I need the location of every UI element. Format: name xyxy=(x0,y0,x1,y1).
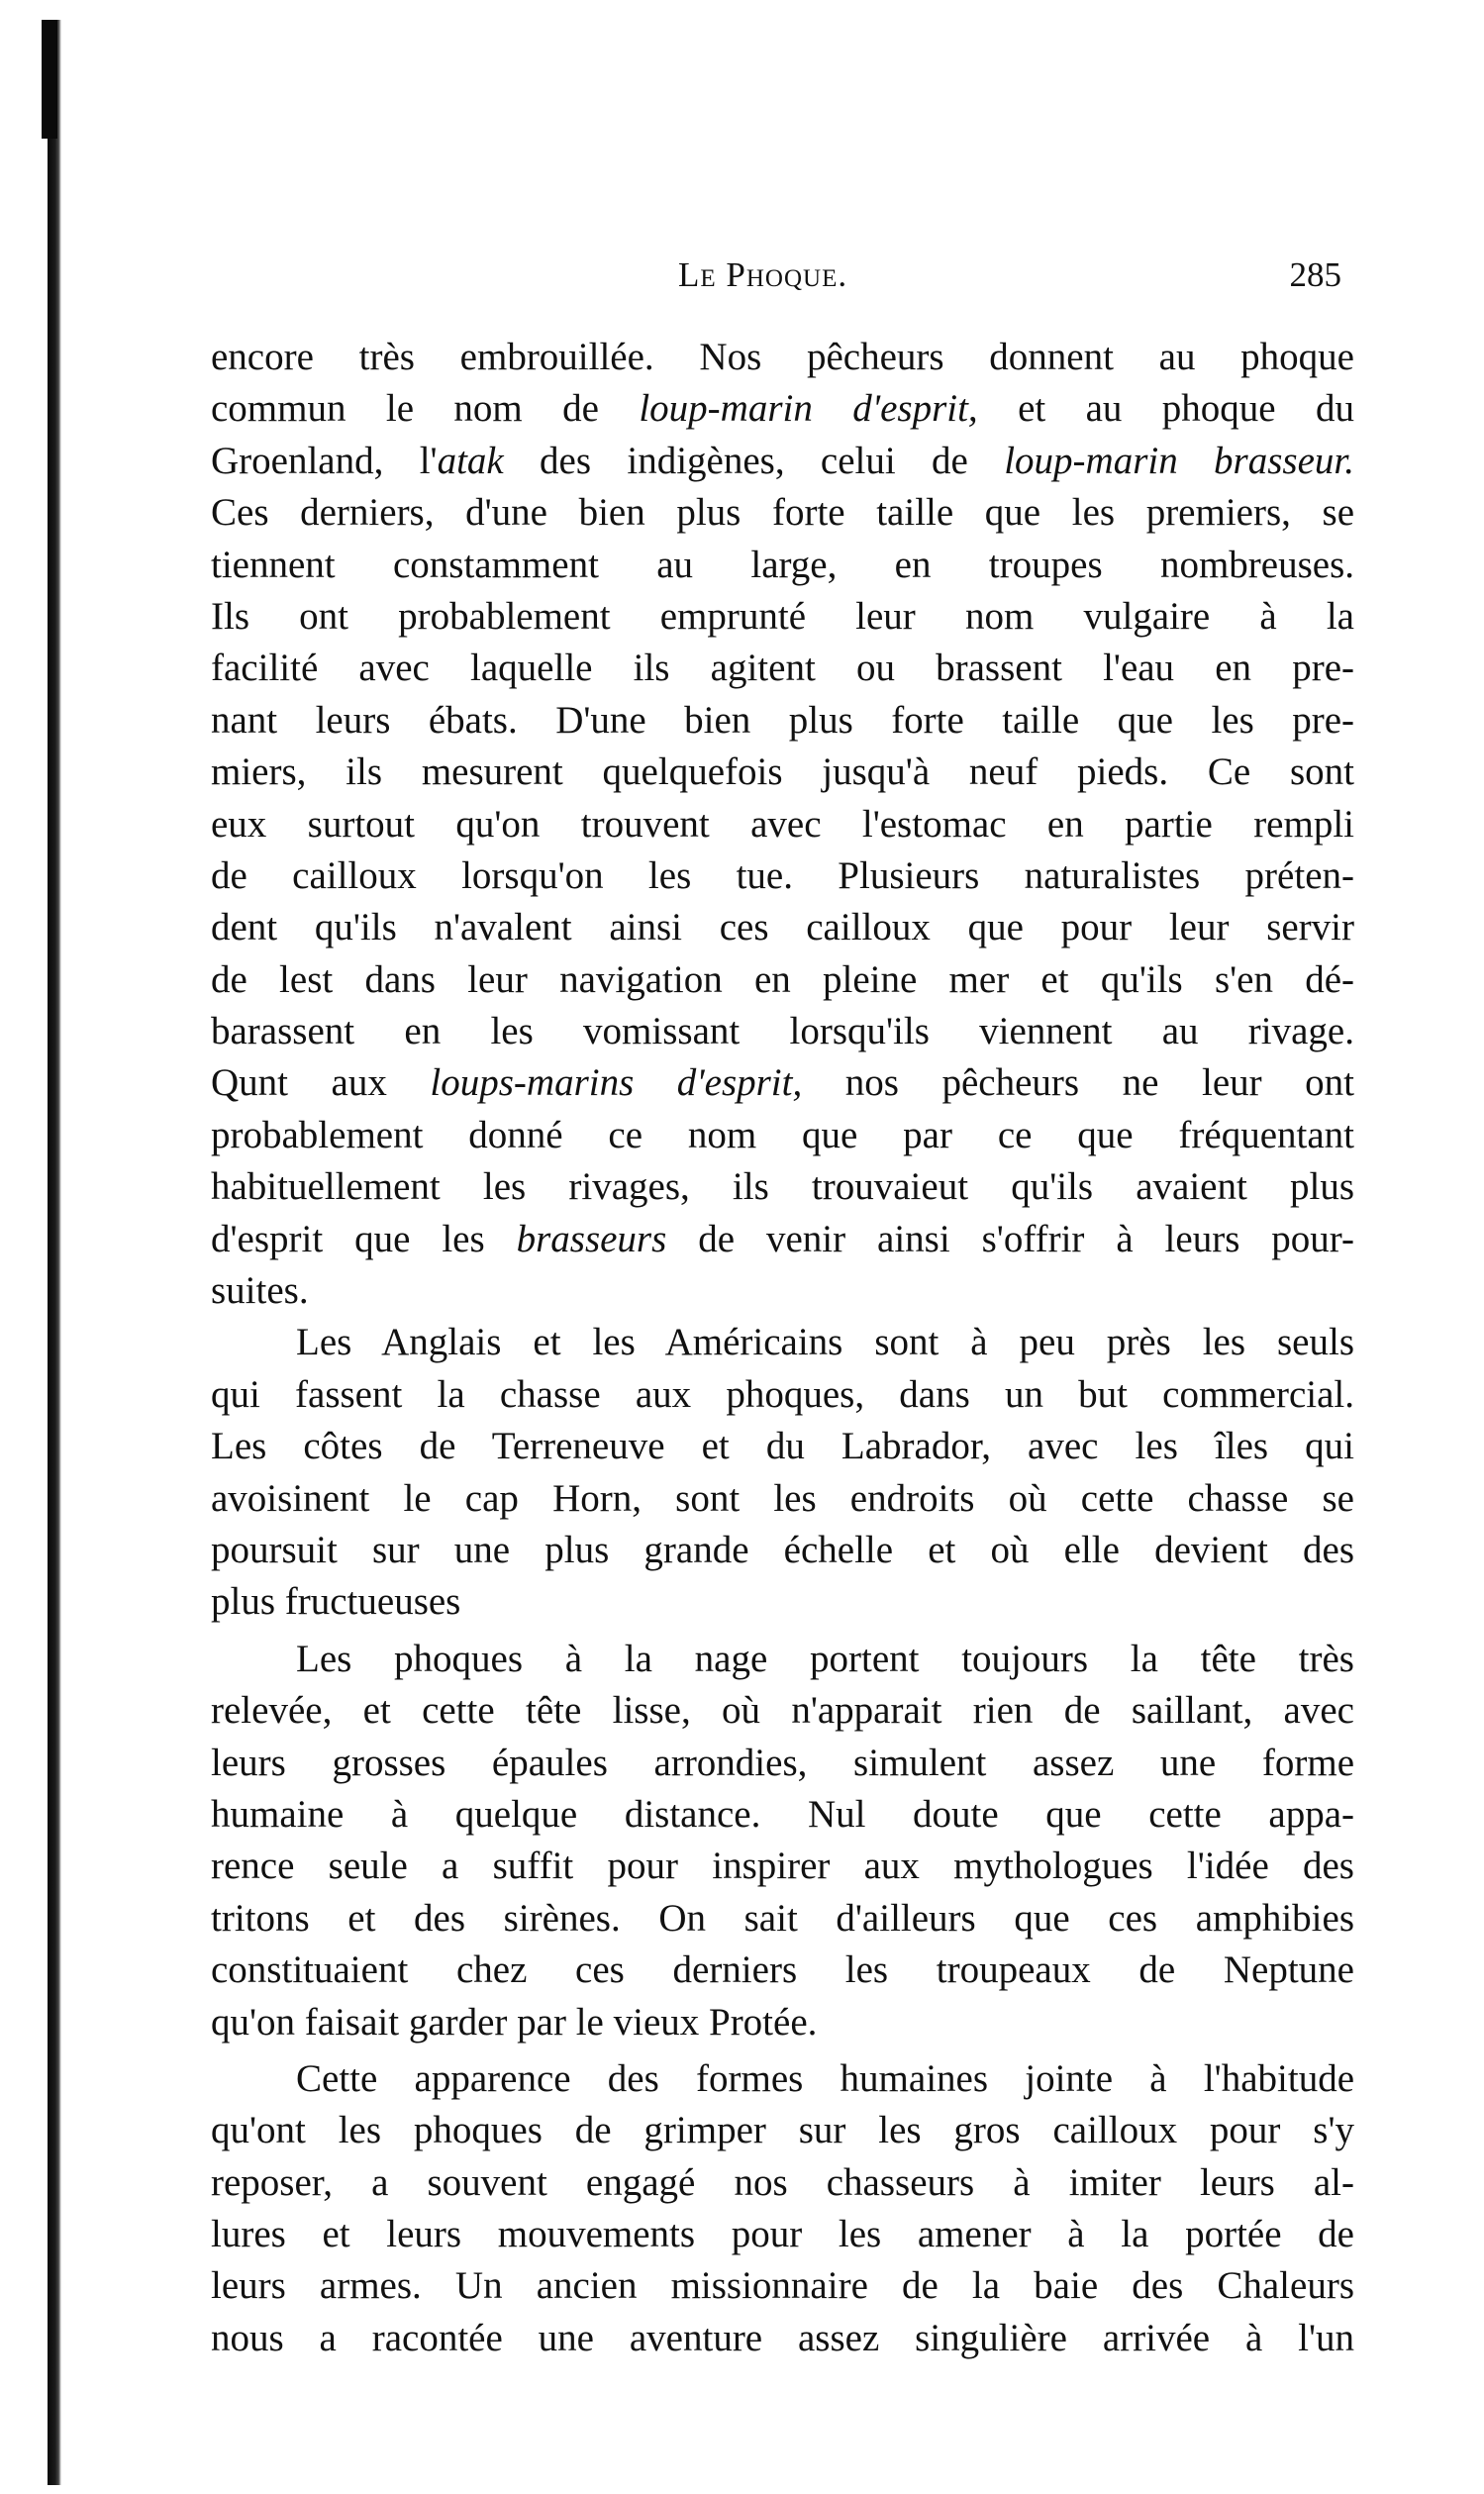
text-line: d'esprit que les brasseurs de venir ainsi s'offrir à leurs pour- xyxy=(211,1217,1354,1260)
binding-edge xyxy=(48,20,61,2485)
text-line: nous a racontée une aventure assez singulière arrivée à l'un xyxy=(211,2316,1354,2359)
body-text xyxy=(211,332,1354,2364)
text-line: Groenland, l'atak des indigènes, celui de loup-marin brasseur. xyxy=(211,439,1354,482)
text-line: avoisinent le cap Horn, sont les endroits où cette chasse se xyxy=(211,1476,1354,1520)
page-number: 285 xyxy=(1289,255,1341,294)
text-line: plus fructueuses xyxy=(211,1580,461,1624)
running-title: Le Phoque. xyxy=(678,255,848,294)
text-line: de lest dans leur navigation en pleine mer et qu'ils s'en dé- xyxy=(211,957,1354,1001)
text-line: qu'ont les phoques de grimper sur les gros cailloux pour s'y xyxy=(211,2109,1354,2152)
text-line: Les Anglais et les Américains sont à peu près les seuls xyxy=(296,1321,1354,1364)
text-line: nant leurs ébats. D'une bien plus forte taille que les pre- xyxy=(211,698,1354,742)
text-line: commun le nom de loup-marin d'esprit, et au phoque du xyxy=(211,387,1354,431)
text-line: reposer, a souvent engagé nos chasseurs à imiter leurs al- xyxy=(211,2160,1354,2204)
text-line: leurs armes. Un ancien missionnaire de la baie des Chaleurs xyxy=(211,2264,1354,2308)
text-line: qu'on faisait garder par le vieux Protée. xyxy=(211,2000,818,2044)
text-line: miers, ils mesurent quelquefois jusqu'à neuf pieds. Ce sont xyxy=(211,750,1354,794)
page-header xyxy=(213,255,1351,303)
text-line: barassent en les vomissant lorsqu'ils viennent au rivage. xyxy=(211,1010,1354,1053)
text-line: facilité avec laquelle ils agitent ou brassent l'eau en pre- xyxy=(211,647,1354,690)
text-line: dent qu'ils n'avalent ainsi ces cailloux que pour leur servir xyxy=(211,906,1354,949)
text-line: de cailloux lorsqu'on les tue. Plusieurs naturalistes préten- xyxy=(211,853,1354,897)
text-line: Les phoques à la nage portent toujours la tête très xyxy=(296,1637,1354,1680)
text-line: Ces derniers, d'une bien plus forte taille que les premiers, se xyxy=(211,491,1354,535)
text-line: rence seule a suffit pour inspirer aux mythologues l'idée des xyxy=(211,1845,1354,1888)
text-line: leurs grosses épaules arrondies, simulent assez une forme xyxy=(211,1741,1354,1784)
text-line: tritons et des sirènes. On sait d'ailleurs que ces amphibies xyxy=(211,1896,1354,1940)
text-line: Qunt aux loups-marins d'esprit, nos pêcheurs ne leur ont xyxy=(211,1061,1354,1105)
text-line: humaine à quelque distance. Nul doute que cette appa- xyxy=(211,1792,1354,1836)
text-line: tiennent constamment au large, en troupes nombreuses. xyxy=(211,543,1354,586)
text-line: habituellement les rivages, ils trouvaieut qu'ils avaient plus xyxy=(211,1165,1354,1209)
text-line: poursuit sur une plus grande échelle et où elle devient des xyxy=(211,1528,1354,1571)
text-line: Les côtes de Terreneuve et du Labrador, avec les îles qui xyxy=(211,1425,1354,1468)
text-line: suites. xyxy=(211,1269,309,1313)
text-line: Cette apparence des formes humaines jointe à l'habitude xyxy=(296,2056,1354,2100)
text-line: relevée, et cette tête lisse, où n'apparait rien de saillant, avec xyxy=(211,1689,1354,1733)
text-line: encore très embrouillée. Nos pêcheurs donnent au phoque xyxy=(211,336,1354,378)
text-line: constituaient chez ces derniers les troupeaux de Neptune xyxy=(211,1948,1354,1992)
text-line: Ils ont probablement emprunté leur nom vulgaire à la xyxy=(211,594,1354,638)
text-line: eux surtout qu'on trouvent avec l'estomac en partie rempli xyxy=(211,802,1354,846)
text-line: qui fassent la chasse aux phoques, dans un but commercial. xyxy=(211,1372,1354,1416)
text-line: probablement donné ce nom que par ce que fréquentant xyxy=(211,1113,1354,1156)
text-line: lures et leurs mouvements pour les amener à la portée de xyxy=(211,2213,1354,2256)
